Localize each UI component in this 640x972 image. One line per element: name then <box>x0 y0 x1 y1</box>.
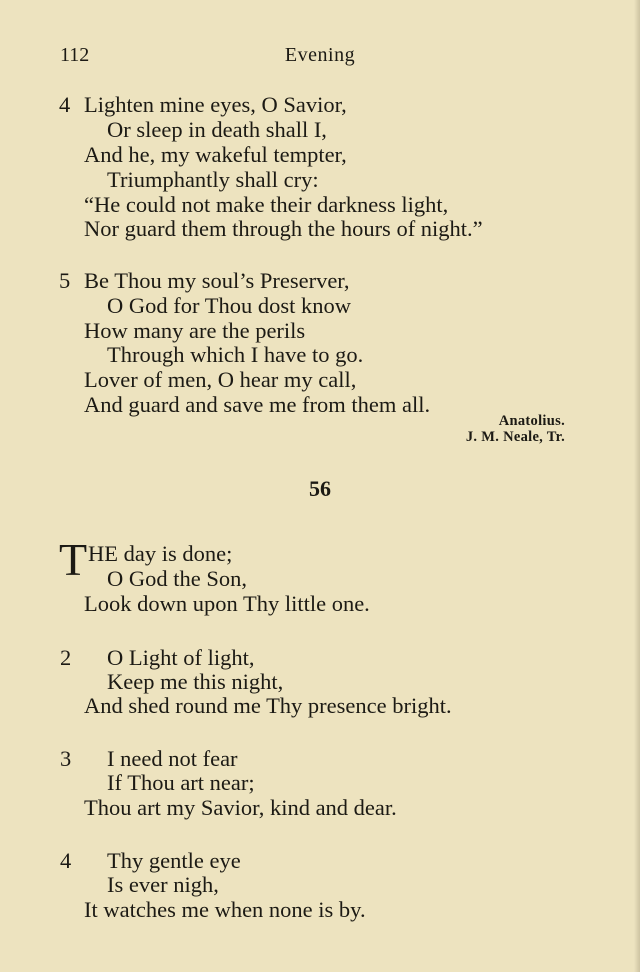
translator-credit: J. M. Neale, Tr. <box>465 429 565 445</box>
verse-line: O God the Son, <box>107 566 247 591</box>
author-credit: Anatolius. <box>498 413 565 429</box>
verse-line: And he, my wakeful tempter, <box>84 142 347 167</box>
verse-line: HE day is done; <box>88 541 233 566</box>
verse-line: Or sleep in death shall I, <box>107 117 327 142</box>
verse-line: And guard and save me from them all. <box>84 392 431 417</box>
stanza-number: 4 <box>60 848 72 873</box>
verse-line: O Light of light, <box>107 645 255 670</box>
verse-line: Keep me this night, <box>107 669 284 694</box>
verse-line: “He could not make their darkness light, <box>84 192 449 217</box>
verse-line: Through which I have to go. <box>107 342 364 367</box>
stanza-number: 4 <box>59 92 71 117</box>
verse-line: Is ever nigh, <box>107 872 219 897</box>
verse-line: Lover of men, O hear my call, <box>84 367 357 392</box>
stanza-number: 3 <box>60 746 72 771</box>
page-number: 112 <box>60 44 90 66</box>
verse-line: If Thou art near; <box>107 770 255 795</box>
verse-line: It watches me when none is by. <box>84 897 366 922</box>
verse-line: Thy gentle eye <box>107 848 241 873</box>
verse-line: Thou art my Savior, kind and dear. <box>84 795 397 820</box>
verse-line: Be Thou my soul’s Preserver, <box>84 268 350 293</box>
drop-cap: T <box>59 534 88 585</box>
verse-line: O God for Thou dost know <box>107 293 351 318</box>
verse-line: Look down upon Thy little one. <box>84 591 370 616</box>
verse-line: I need not fear <box>107 746 238 771</box>
verse-line: And shed round me Thy presence bright. <box>84 693 452 718</box>
hymn-number: 56 <box>309 476 331 501</box>
running-title: Evening <box>284 44 356 66</box>
verse-line: Lighten mine eyes, O Savior, <box>84 92 347 117</box>
verse-line: Triumphantly shall cry: <box>107 167 319 192</box>
stanza-number: 2 <box>60 645 72 670</box>
page-header <box>0 44 640 72</box>
stanza-number: 5 <box>59 268 71 293</box>
verse-line: Nor guard them through the hours of night.” <box>84 216 483 241</box>
verse-line: How many are the perils <box>84 318 306 343</box>
